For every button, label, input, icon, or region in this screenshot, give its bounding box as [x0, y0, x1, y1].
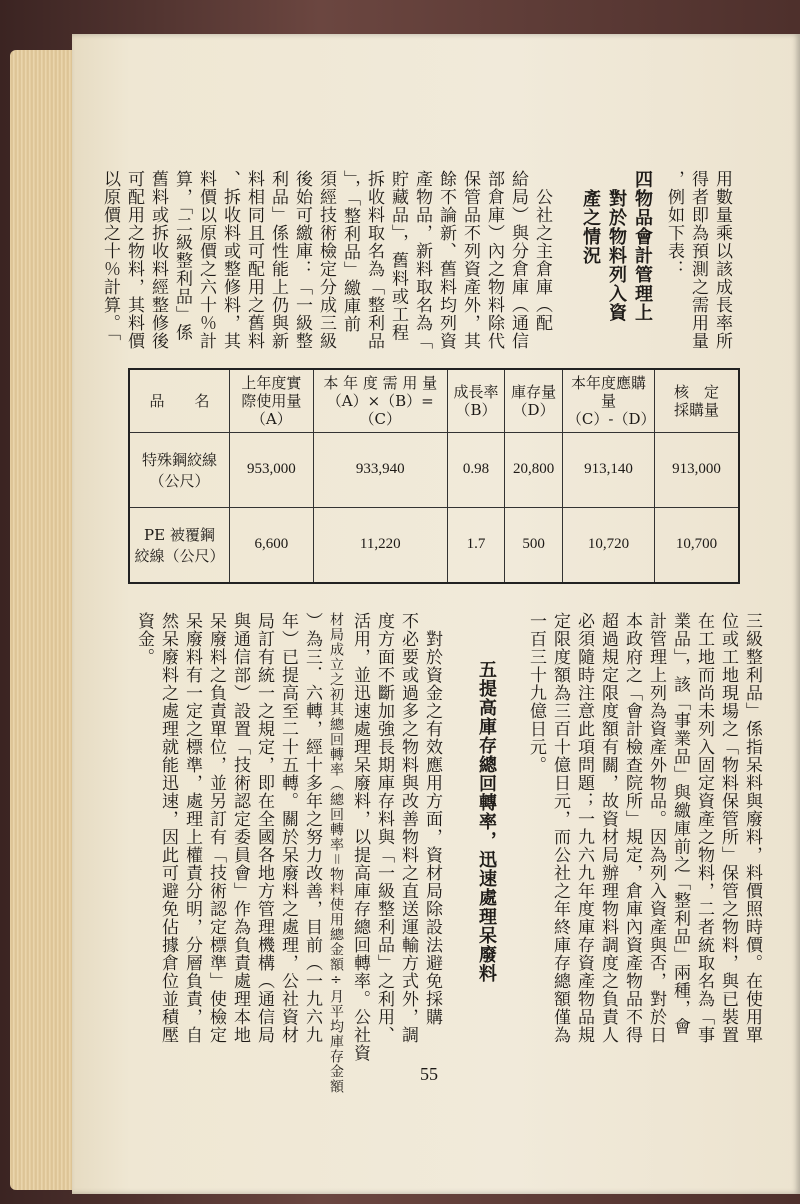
upper-column: 部倉庫）內之物料除代: [484, 170, 504, 350]
upper-column: 拆收料取名為「整利品: [364, 170, 384, 350]
lower-column: 呆廢料有一定之標準，處理上權責分明，分層負責，自: [182, 612, 202, 1044]
lower-column: 在工地而尚未列入固定資產之物料，二者統取名為「事: [694, 612, 714, 1044]
item-unit: 絞線（公尺）: [134, 546, 225, 565]
section-heading: 五提高庫存總回轉率，迅速處理呆廢料: [476, 660, 497, 983]
header-prev-year-label: 上年度實際使用量: [241, 374, 302, 410]
lower-column: 位或工地現場之「物料保管所」保管之物料，與已裝置: [718, 612, 738, 1044]
upper-column: 、拆收料或整修料，其: [220, 170, 240, 350]
lower-column: 定限度額為三百十億日元，而公社之年終庫存總額僅為: [550, 612, 570, 1044]
cell-stock: 20,800: [505, 433, 563, 508]
header-stock-label: 庫存量: [511, 383, 557, 401]
upper-column: 以原價之十％計算。「: [100, 170, 120, 342]
demand-table: [128, 368, 740, 584]
lower-column: 度方面不斷加強長期庫存料與「一級整利品」之利用、: [374, 612, 394, 1044]
header-demand-label: 本 年 度 需 用 量: [323, 374, 438, 392]
header-approved-sub: 採購量: [674, 401, 720, 419]
cell-approved: 913,000: [655, 433, 739, 508]
upper-column: 保管品不列資產外，其: [460, 170, 480, 350]
page-edges: [10, 50, 80, 1190]
upper-column: 料價以原價之六十％計: [196, 170, 216, 350]
header-demand-formula: （A）×（B）=（C）: [326, 392, 434, 428]
item-name: 特殊鋼絞線: [141, 450, 217, 469]
cell-demand: 11,220: [313, 507, 447, 583]
cell-growth: 0.98: [447, 433, 505, 508]
upper-column: ，例如下表：: [664, 170, 684, 278]
upper-column: 利品」係性能上仍與新: [268, 170, 288, 350]
header-purchase-formula: （C）-（D）: [566, 410, 656, 428]
upper-column: 可配用之物料，其料價: [124, 170, 144, 350]
upper-column: 後始可繳庫：「一級整: [292, 170, 312, 350]
cell-prev-year: 6,600: [229, 507, 313, 583]
header-stock-sym: （D）: [512, 401, 555, 419]
cell-prev-year: 953,000: [229, 433, 313, 508]
lower-column: 三級整利品」係指呆料與廢料，料價照時價。在使用單: [742, 612, 762, 1044]
upper-column: 產物品，新料取名為「: [412, 170, 432, 350]
upper-column: 用數量乘以該成長率所: [712, 170, 732, 350]
lower-column: 與通信部）設置「技術認定委員會」作為負責處理本地: [230, 612, 250, 1044]
header-approved: [655, 369, 739, 433]
cell-approved: 10,700: [655, 507, 739, 583]
upper-column: 」，「整利品」繳庫前: [340, 170, 360, 333]
upper-column: 料相同且可配用之舊料: [244, 170, 264, 350]
section-heading: 四物品會計管理上: [632, 170, 653, 322]
header-demand: [313, 369, 447, 433]
lower-column: 一百三十九億日元。: [526, 612, 546, 774]
row-item-name: [129, 507, 229, 583]
upper-column: 餘不論新、舊料均列資: [436, 170, 456, 350]
lower-column: 材局成立之初其總回轉率（總回轉率＝物料使用總金額÷月平均庫存金額: [328, 612, 344, 1094]
lower-column: 必須隨時注意此項問題；一九六九年度庫存資產物品規: [574, 612, 594, 1044]
item-name: PE 被覆鋼: [144, 525, 215, 544]
upper-column: 公社之主倉庫（配: [532, 170, 552, 332]
header-item: 品 名: [129, 369, 229, 433]
lower-column: ）為三．六轉，經十多年之努力改善，目前（一九六九: [302, 612, 322, 1044]
header-purchase: [562, 369, 654, 433]
lower-column: 年）已提高至二十五轉。關於呆廢料之處理，公社資材: [278, 612, 298, 1044]
header-purchase-label: 本年度應購量: [570, 374, 646, 410]
header-prev-year-sym: （A）: [250, 410, 292, 428]
lower-column: 對於資金之有效應用方面，資材局除設法避免採購: [422, 612, 442, 1026]
upper-column: 貯藏品」，舊料或工程: [388, 170, 408, 342]
lower-column: 業品」，該「事業品」與繳庫前之「整利品」兩種，會: [670, 612, 690, 1036]
lower-column: 計管理上列為資產外物品。因為列入資產與否，對於日: [646, 612, 666, 1044]
cell-purchase: 10,720: [562, 507, 654, 583]
lower-column: 活用，並迅速處理呆廢料，以提高庫存總回轉率。公社資: [350, 612, 370, 1062]
upper-column: 舊料或拆收料經整修後: [148, 170, 168, 350]
header-growth-sym: （B）: [455, 401, 497, 419]
table-header-row: [129, 369, 739, 433]
lower-column: 呆廢料之負責單位，並另訂有「技術認定標準」使檢定: [206, 612, 226, 1044]
header-approved-label: 核 定: [674, 383, 720, 401]
cell-stock: 500: [505, 507, 563, 583]
lower-column: 然呆廢料之處理就能迅速，因此可避免佔據倉位並積壓: [158, 612, 178, 1044]
section-heading: 產之情況: [580, 170, 601, 265]
cell-demand: 933,940: [313, 433, 447, 508]
item-unit: （公尺）: [149, 471, 210, 490]
header-prev-year: [229, 369, 313, 433]
lower-column: 不必要或過多之物料與改善物料之直送運輸方式外，調: [398, 612, 418, 1044]
cell-purchase: 913,140: [562, 433, 654, 508]
upper-column: 須經技術檢定分成三級: [316, 170, 336, 350]
upper-column: 得者即為預測之需用量: [688, 170, 708, 350]
upper-column: 給局）與分倉庫（通信: [508, 170, 528, 350]
header-stock: [505, 369, 563, 433]
table-row: [129, 433, 739, 508]
lower-column: 資金。: [134, 612, 154, 666]
lower-column: 超過規定限度額有關，故資材局辦理物料調度之負責人: [598, 612, 618, 1044]
lower-column: 本政府之「會計檢查院所」規定，倉庫內資產物品不得: [622, 612, 642, 1044]
header-growth-label: 成長率: [453, 383, 499, 401]
section-heading: 對於物料列入資: [606, 170, 627, 322]
header-growth: [447, 369, 505, 433]
row-item-name: [129, 433, 229, 508]
upper-column: 算，「二級整利品」係: [172, 170, 192, 342]
page-number: 55: [420, 1064, 438, 1084]
lower-column: 局訂有統一之規定，即在全國各地方管理機構（通信局: [254, 612, 274, 1044]
table-row: [129, 507, 739, 583]
cell-growth: 1.7: [447, 507, 505, 583]
